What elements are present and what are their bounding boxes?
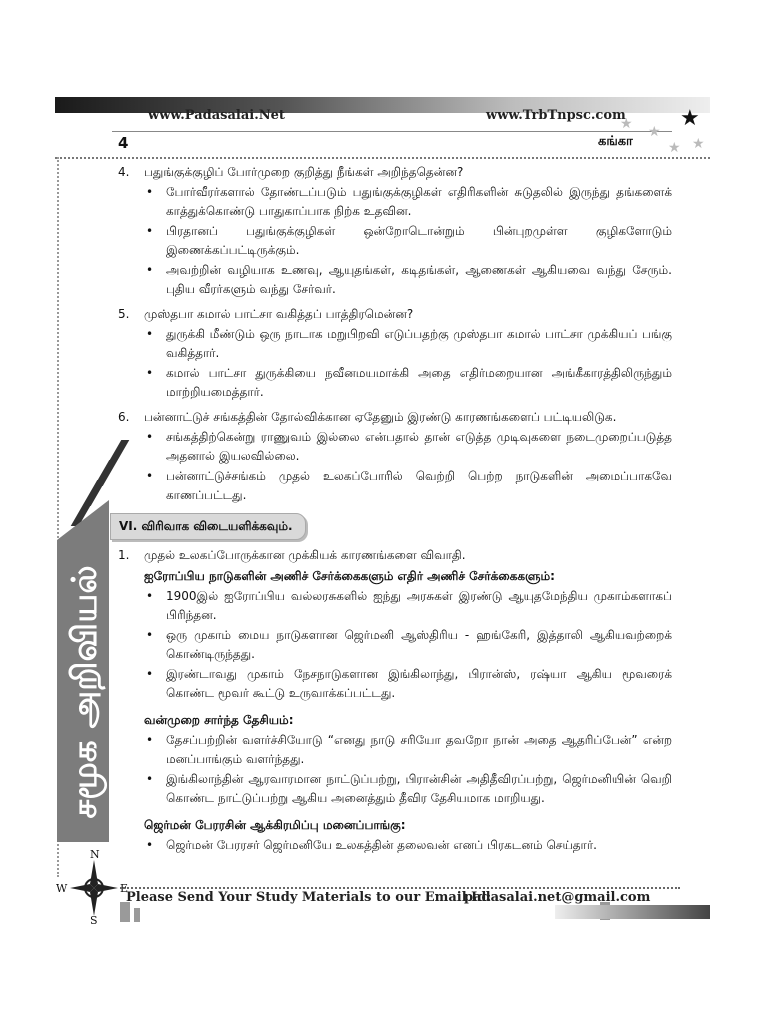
question [112, 163, 672, 182]
question-number: 5. [118, 307, 130, 321]
footer-band [555, 905, 710, 919]
star-icon: ★ [668, 140, 681, 156]
header-rule [112, 131, 672, 132]
side-banner-cap [57, 500, 109, 540]
answer-list [112, 428, 672, 505]
long-question-block [112, 546, 672, 855]
footer [126, 890, 686, 905]
answer-list [112, 325, 672, 402]
question-number: 4. [118, 165, 130, 179]
answer-point: • தேசப்பற்றின் வளர்ச்சியோடு “எனது நாடு சரியோ தவறோ நான் அதை ஆதரிப்பேன்” என்ற மனப்பாங்கும் வளர்ந்தது. [112, 731, 672, 769]
answer-point: • போர்வீரர்களால் தோண்டப்படும் பதுங்குக்குழிகள் எதிரிகளின் சுடுதலில் இருந்து தங்களைக் காத்துக்கொண்டு பாதுகாப்பாக நிற்க உதவின. [112, 183, 672, 221]
question-block [112, 408, 672, 505]
section-heading [110, 513, 306, 540]
compass-west: W [56, 882, 68, 895]
question [112, 546, 672, 565]
section-title: விரிவாக விடையளிக்கவும். [141, 519, 293, 533]
question-text: பன்னாட்டுச் சங்கத்தின் தோல்விக்கான ஏதேனும் இரண்டு காரணங்களைப் பட்டியலிடுக. [144, 410, 617, 424]
question-text: பதுங்குக்குழிப் போர்முறை குறித்து நீங்கள் அறிந்ததென்ன? [144, 165, 464, 179]
compass-south: S [90, 914, 98, 927]
star-icon: ★ [692, 136, 705, 152]
question [112, 408, 672, 427]
star-icon: ★ [648, 124, 661, 140]
side-banner-title: சமூக அறிவியல் [65, 565, 105, 819]
answer-point: • துருக்கி மீண்டும் ஒரு நாடாக மறுபிறவி எடுப்பதற்கு முஸ்தபா கமால் பாட்சா முக்கியப் பங்கு வகித்தார். [112, 325, 672, 363]
answer-point: • கமால் பாட்சா துருக்கியை நவீனமயமாக்கி அதை எதிர்மறையான அங்கீகாரத்திலிருந்தும் மாற்றியமைத்தார். [112, 364, 672, 402]
question-text: முஸ்தபா கமால் பாட்சா வகித்தப் பாத்திரமென்ன? [144, 307, 414, 321]
answer-list [112, 836, 672, 855]
section-roman: VI. [119, 519, 138, 533]
answer-point: • சங்கத்திற்கென்று ராணுவம் இல்லை என்பதால் தான் எடுத்த முடிவுகளை நடைமுறைப்படுத்த அதனால் இயலவில்லை. [112, 428, 672, 466]
footer-dotted-divider [120, 887, 680, 889]
answer-point: • இங்கிலாந்தின் ஆரவாரமான நாட்டுப்பற்று, பிரான்சின் அதிதீவிரப்பற்று, ஜெர்மனியின் வெறி கொண்ட நாட்டுப்பற்று ஆகிய அனைத்தும் தீவிர தேசியமாக மாறியது. [112, 770, 672, 808]
building-icon [134, 908, 140, 922]
footer-email[interactable]: padasalai.net@gmail.com [464, 890, 651, 905]
question-text: முதல் உலகப்போருக்கான முக்கியக் காரணங்களை விவாதி. [144, 548, 466, 562]
answer-point: • பன்னாட்டுச்சங்கம் முதல் உலகப்போரில் வெற்றி பெற்ற நாடுகளின் அமைப்பாகவே காணப்பட்டது. [112, 467, 672, 505]
question [112, 305, 672, 324]
header-dotted-divider [55, 157, 710, 159]
question-number: 1. [118, 548, 130, 562]
compass-east: E [120, 882, 129, 895]
page-number: 4 [118, 134, 129, 152]
question-number: 6. [118, 410, 130, 424]
question-block [112, 305, 672, 402]
answer-point: • பிரதானப் பதுங்குக்குழிகள் ஒன்றோடொன்றும் பின்புறமுள்ள குழிகளோடும் இணைக்கப்பட்டிருக்கும். [112, 222, 672, 260]
subsection-heading: ஐரோப்பிய நாடுகளின் அணிச் சேர்க்கைகளும் எதிர் அணிச் சேர்க்கைகளும்: [144, 569, 555, 583]
answer-point: • ஒரு முகாம் மைய நாடுகளான ஜெர்மனி ஆஸ்திரிய - ஹங்கேரி, இத்தாலி ஆகியவற்றைக் கொண்டிருந்தது. [112, 626, 672, 664]
star-icon: ★ [680, 106, 700, 131]
answer-point: • 1900இல் ஐரோப்பிய வல்லரசுகளில் ஐந்து அரசுகள் இரண்டு ஆயுதமேந்திய முகாம்களாகப் பிரிந்தன. [112, 587, 672, 625]
answer-point: • இரண்டாவது முகாம் நேசநாடுகளான இங்கிலாந்து, பிரான்ஸ், ரஷ்யா ஆகிய மூவரைக் கொண்ட மூவர் கூட்டு உருவாக்கப்பட்டது. [112, 665, 672, 703]
answer-point: • ஜெர்மன் பேரரசர் ஜெர்மனியே உலகத்தின் தலைவன் எனப் பிரகடனம் செய்தார். [112, 836, 672, 855]
star-icon: ★ [620, 116, 633, 132]
compass-north: N [90, 848, 100, 861]
main-content [112, 163, 672, 855]
answer-list [112, 183, 672, 299]
site-url-right[interactable]: www.TrbTnpsc.com [486, 108, 626, 123]
subsection-heading: ஜெர்மன் பேரரசின் ஆக்கிரமிப்பு மனைப்பாங்கு: [144, 818, 406, 832]
question-block [112, 163, 672, 299]
answer-list [112, 587, 672, 703]
subsection-heading: வன்முறை சார்ந்த தேசியம்: [144, 713, 294, 727]
answer-list [112, 731, 672, 808]
compass-icon [56, 848, 129, 927]
brand-name: கங்கா [598, 134, 633, 149]
answer-point: • அவற்றின் வழியாக உணவு, ஆயுதங்கள், கடிதங்கள், ஆணைகள் ஆகியவை வந்து சேரும். புதிய வீரர்களும் வந்து சேர்வர். [112, 261, 672, 299]
site-url-left[interactable]: www.Padasalai.Net [148, 108, 285, 123]
footer-message: Please Send Your Study Materials to our Email Id: [126, 890, 492, 905]
building-icon [120, 902, 130, 922]
